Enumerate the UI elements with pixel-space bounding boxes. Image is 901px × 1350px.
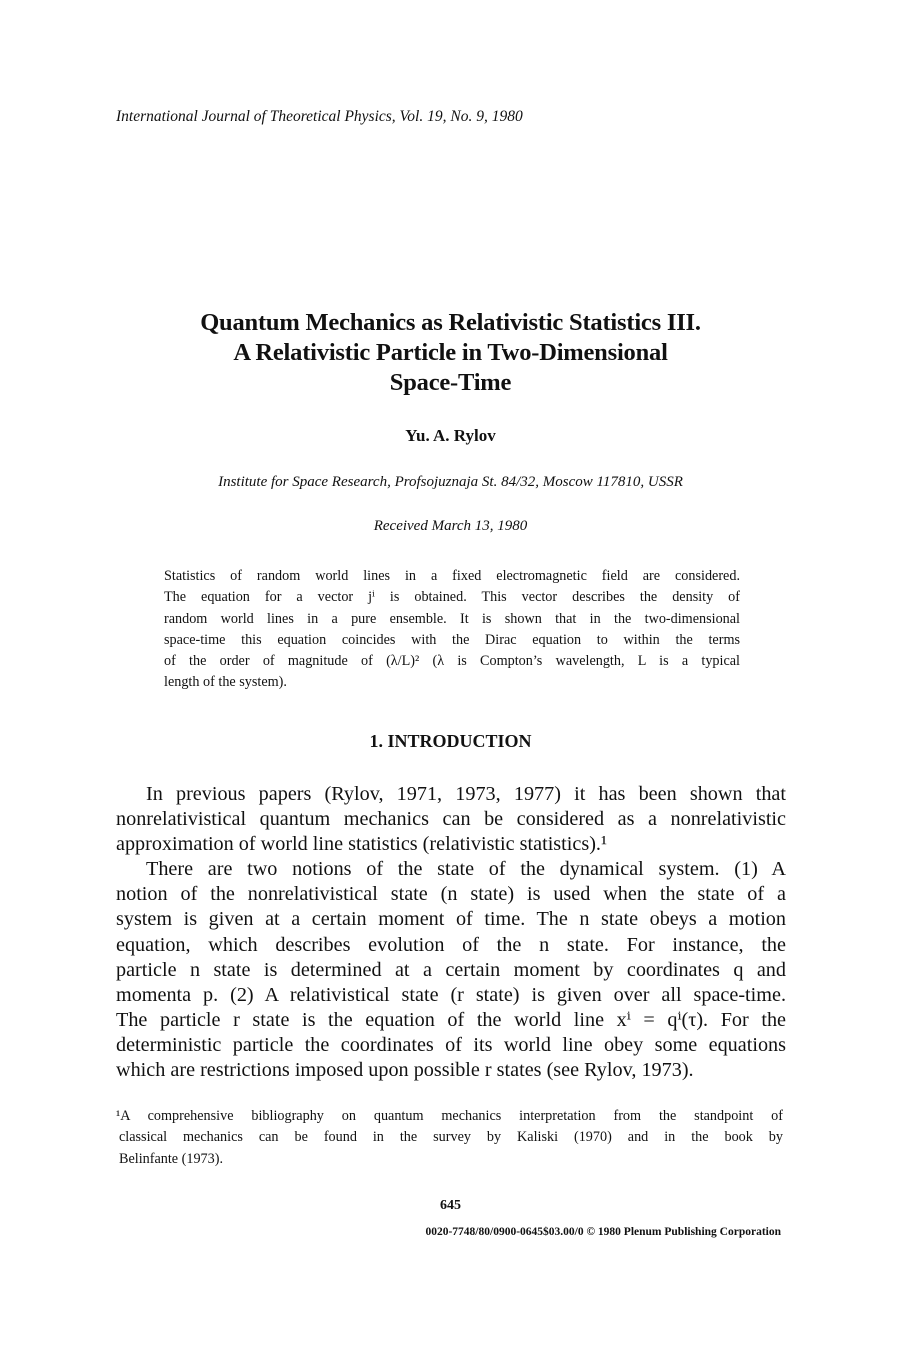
section-heading: 1. INTRODUCTION bbox=[369, 731, 532, 751]
body-line: The particle r state is the equation of the world line xⁱ = qⁱ(τ). For the bbox=[116, 1008, 786, 1031]
paper-title bbox=[0, 308, 901, 398]
received-date: Received March 13, 1980 bbox=[373, 518, 528, 534]
author-affiliation: Institute for Space Research, Profsojuznaja St. 84/32, Moscow 117810, USSR bbox=[218, 474, 683, 490]
abstract-line: The equation for a vector jⁱ is obtained. This vector describes the density of bbox=[164, 589, 740, 606]
body-line: In previous papers (Rylov, 1971, 1973, 1977) it has been shown that bbox=[146, 783, 786, 805]
page-number: 645 bbox=[440, 1198, 461, 1213]
abstract-line: space-time this equation coincides with the Dirac equation to within the terms bbox=[164, 631, 740, 648]
footnote bbox=[116, 1106, 783, 1170]
body-text bbox=[116, 782, 786, 1083]
abstract bbox=[164, 566, 740, 694]
body-line: particle n state is determined at a certain moment by coordinates q and bbox=[116, 958, 786, 981]
body-line: system is given at a certain moment of time. The n state obeys a motion bbox=[116, 908, 786, 931]
body-line: which are restrictions imposed upon possible r states (see Rylov, 1973). bbox=[116, 1059, 694, 1082]
body-line: momenta p. (2) A relativistical state (r state) is given over all space-time. bbox=[116, 983, 786, 1006]
body-line: approximation of world line statistics (relativistic statistics).¹ bbox=[116, 833, 608, 856]
abstract-line: random world lines in a pure ensemble. It is shown that in the two-dimensional bbox=[164, 610, 740, 627]
footnote-line: classical mechanics can be found in the survey by Kaliski (1970) and in the book by bbox=[119, 1129, 783, 1146]
body-line: equation, which describes evolution of the n state. For instance, the bbox=[116, 933, 786, 956]
title-line: A Relativistic Particle in Two-Dimensional bbox=[233, 339, 668, 366]
abstract-line: Statistics of random world lines in a fixed electromagnetic field are considered. bbox=[164, 568, 740, 584]
abstract-line: of the order of magnitude of (λ/L)² (λ is Compton’s wavelength, L is a typical bbox=[164, 653, 740, 670]
body-line: nonrelativistical quantum mechanics can be considered as a nonrelativistic bbox=[116, 808, 786, 831]
footnote-line: ¹A comprehensive bibliography on quantum mechanics interpretation from the standpoint of bbox=[116, 1108, 783, 1124]
body-line: deterministic particle the coordinates of its world line obey some equations bbox=[116, 1033, 786, 1056]
title-line: Space-Time bbox=[389, 369, 512, 396]
journal-citation: International Journal of Theoretical Physics, Vol. 19, No. 9, 1980 bbox=[116, 108, 523, 125]
author-name: Yu. A. Rylov bbox=[405, 426, 496, 445]
title-line: Quantum Mechanics as Relativistic Statistics III. bbox=[200, 309, 701, 336]
body-line: There are two notions of the state of the dynamical system. (1) A bbox=[146, 858, 786, 881]
footnote-line: Belinfante (1973). bbox=[119, 1150, 224, 1167]
copyright-line: 0020-7748/80/0900-0645$03.00/0 © 1980 Plenum Publishing Corporation bbox=[425, 1226, 781, 1238]
body-line: notion of the nonrelativistical state (n state) is used when the state of a bbox=[116, 883, 786, 906]
abstract-line: length of the system). bbox=[164, 674, 287, 691]
